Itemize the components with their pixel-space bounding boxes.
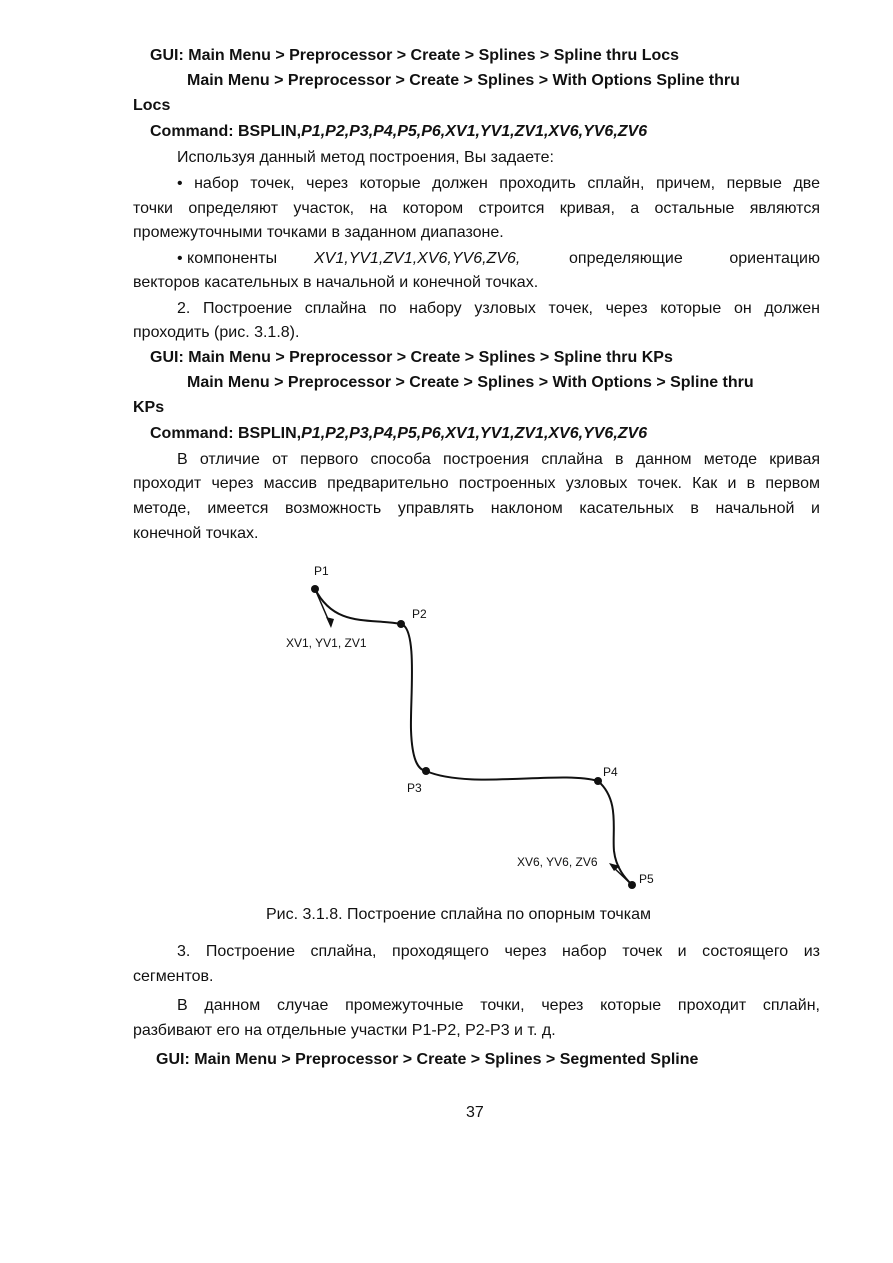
gui-line-2 [150, 348, 673, 368]
bullet-1-line-2: точки определяют участок, на котором строится кривая, а остальные являются [133, 200, 820, 217]
command-line-2 [150, 424, 647, 444]
point-p5 [628, 881, 636, 889]
label-p1: P1 [314, 564, 329, 578]
section-3-line-4: разбивают его на отдельные участки P1-P2, P2-P3 и т. д. [133, 1022, 556, 1039]
gui-path: Main Menu > Preprocessor > Create > Splines > Spline thru Locs [188, 47, 680, 64]
bullet-2-word-1: определяющие [569, 250, 683, 267]
bullet-2-word-2: ориентацию [729, 250, 820, 267]
point-p4 [594, 777, 602, 785]
gui-path-alt: Main Menu > Preprocessor > Create > Splines > With Options > Spline thru [187, 374, 754, 391]
bullet-1-line-1: • набор точек, через которые должен проходить сплайн, причем, первые две [177, 175, 820, 192]
gui-line-1 [150, 46, 679, 66]
gui-path-alt-continued: KPs [133, 399, 165, 416]
command-label: Command: BSPLIN, [150, 123, 302, 140]
command-line [150, 122, 647, 142]
point-p3 [422, 767, 430, 775]
desc-line-2: проходит через массив предварительно построенных узловых точек. Как и в первом [133, 475, 820, 492]
gui-path: Main Menu > Preprocessor > Create > Splines > Spline thru KPs [188, 349, 673, 366]
page-number: 37 [466, 1104, 484, 1121]
figure-caption: Рис. 3.1.8. Построение сплайна по опорным точкам [266, 906, 651, 923]
intro-text: Используя данный метод построения, Вы задаете: [177, 149, 554, 166]
bullet-2-line-2: векторов касательных в начальной и конечной точках. [133, 274, 539, 291]
gui-path-alt: Main Menu > Preprocessor > Create > Splines > With Options Spline thru [187, 72, 740, 89]
desc-line-3: методе, имеется возможность управлять наклоном касательных в начальной и [133, 500, 820, 517]
point-p1 [311, 585, 319, 593]
spline-figure [0, 555, 893, 900]
section-3-line-2: сегментов. [133, 968, 214, 985]
bullet-2-prefix: • компоненты [177, 250, 278, 267]
gui-label: GUI: [150, 349, 184, 366]
desc-line-1: В отличие от первого способа построения сплайна в данном методе кривая [177, 451, 820, 468]
gui-path-alt-continued: Locs [133, 97, 171, 114]
label-p5: P5 [639, 872, 654, 886]
gui-label: GUI: [156, 1051, 190, 1068]
command-args: P1,P2,P3,P4,P5,P6,XV1,YV1,ZV1,XV6,YV6,ZV6 [301, 425, 648, 442]
bullet-1-line-3: промежуточными точками в заданном диапазоне. [133, 224, 504, 241]
label-tangent-start: XV1, YV1, ZV1 [286, 636, 367, 650]
tangent-arrow-end [609, 863, 632, 885]
command-label: Command: BSPLIN, [150, 425, 302, 442]
spline-curve [315, 589, 632, 885]
section-3-line-3: В данном случае промежуточные точки, через которые проходит сплайн, [177, 997, 820, 1014]
desc-line-4: конечной точках. [133, 525, 259, 542]
section-3-line-1: 3. Построение сплайна, проходящего через набор точек и состоящего из [177, 943, 820, 960]
gui-line-3 [156, 1050, 698, 1070]
label-p3: P3 [407, 781, 422, 795]
label-tangent-end: XV6, YV6, ZV6 [517, 855, 598, 869]
label-p4: P4 [603, 765, 618, 779]
label-p2: P2 [412, 607, 427, 621]
section-2-line-2: проходить (рис. 3.1.8). [133, 324, 300, 341]
section-2-line-1: 2. Построение сплайна по набору узловых точек, через которые он должен [177, 300, 820, 317]
point-p2 [397, 620, 405, 628]
gui-path: Main Menu > Preprocessor > Create > Splines > Segmented Spline [194, 1051, 699, 1068]
bullet-2-vars: XV1,YV1,ZV1,XV6,YV6,ZV6, [314, 250, 521, 267]
gui-label: GUI: [150, 47, 184, 64]
command-args: P1,P2,P3,P4,P5,P6,XV1,YV1,ZV1,XV6,YV6,ZV6 [301, 123, 648, 140]
